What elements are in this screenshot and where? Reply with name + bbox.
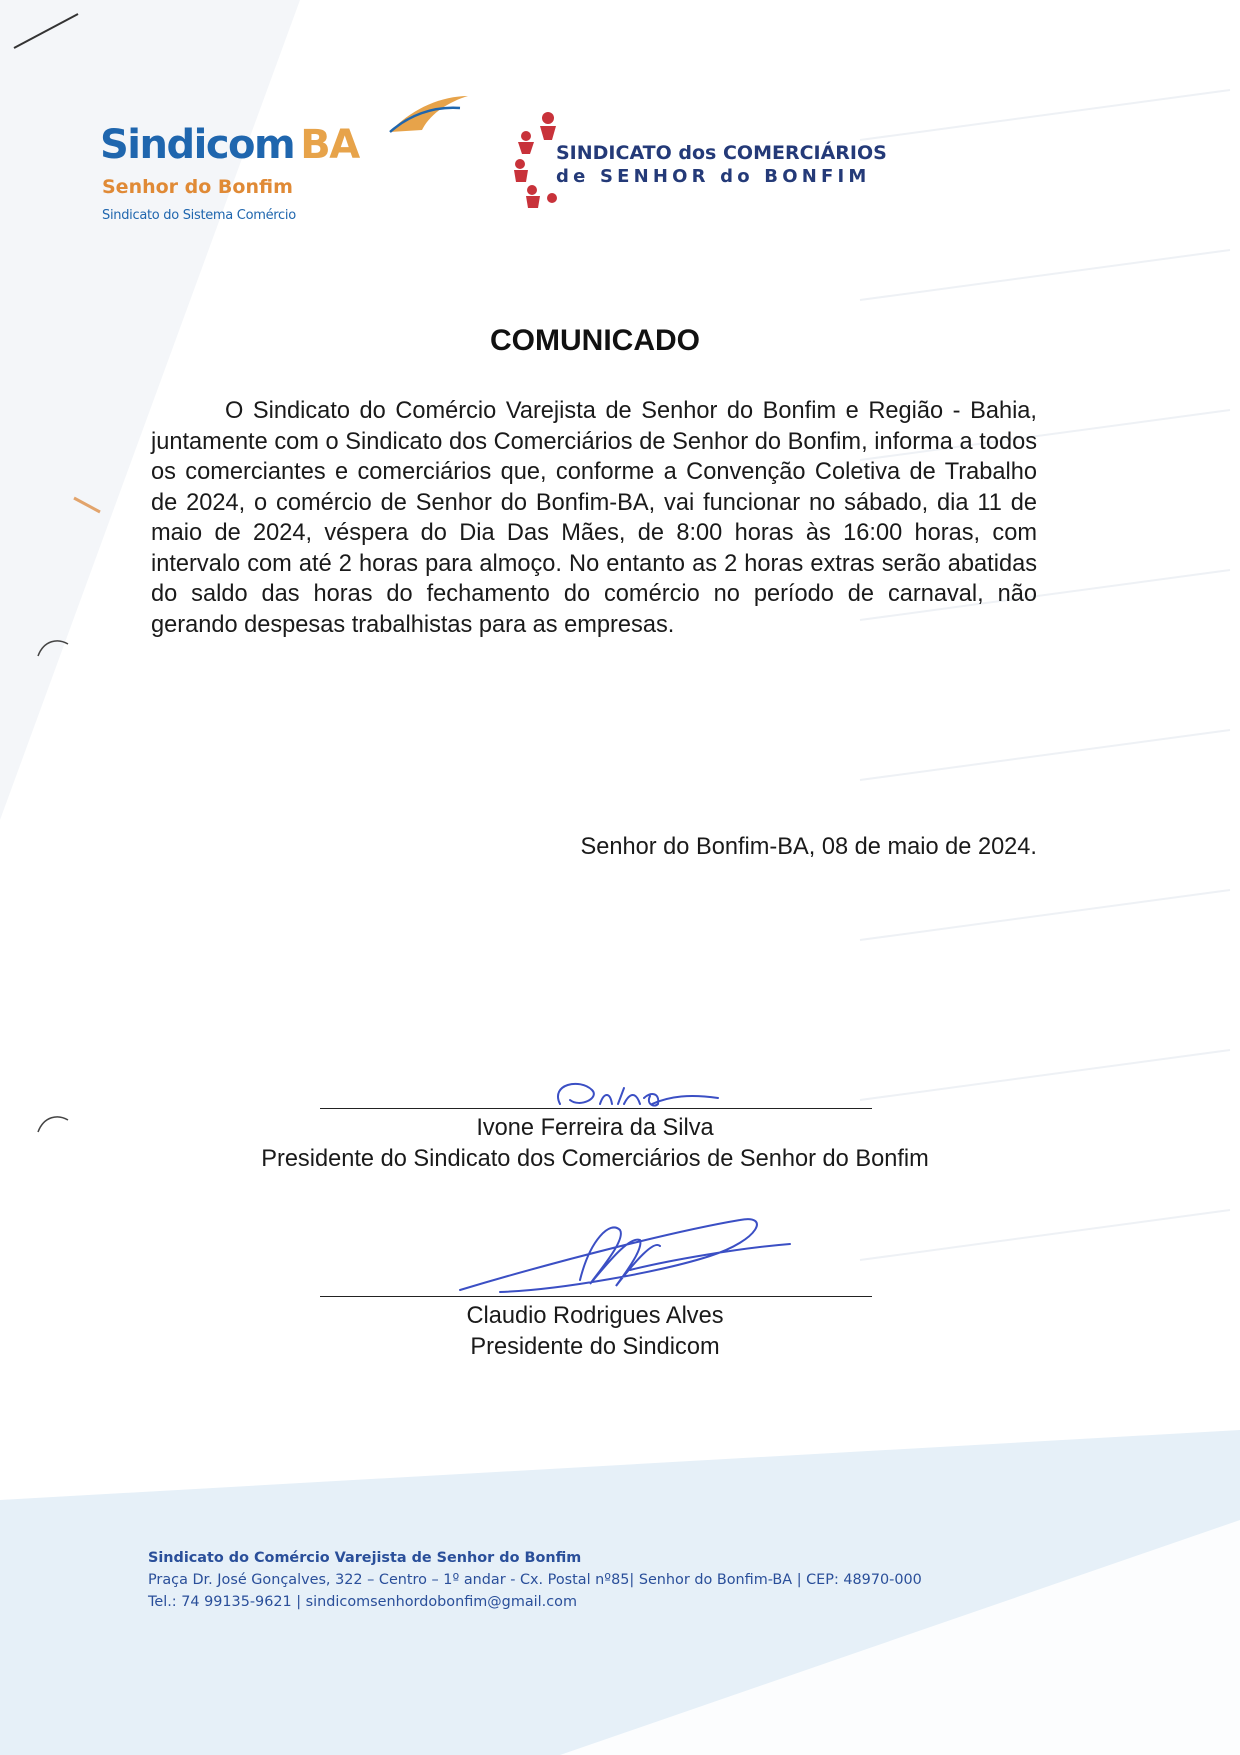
scan-edge-mark-1 bbox=[34, 632, 74, 662]
footer-block bbox=[148, 1547, 1098, 1613]
sindicom-wordmark bbox=[100, 122, 359, 168]
signatory-1-name: Ivone Ferreira da Silva bbox=[476, 1115, 714, 1141]
place-date: Senhor do Bonfim-BA, 08 de maio de 2024. bbox=[580, 834, 1037, 860]
signature-line-2 bbox=[320, 1296, 872, 1297]
signature-line-1 bbox=[320, 1108, 872, 1109]
sindicom-logo bbox=[100, 90, 400, 230]
union-figures-icon bbox=[512, 112, 560, 212]
footer-contact: Tel.: 74 99135-9621 | sindicomsenhordobonfim@gmail.com bbox=[148, 1594, 577, 1610]
signatory-1-role: Presidente do Sindicato dos Comerciários de Senhor do Bonfim bbox=[261, 1146, 929, 1172]
logo-tagline: Sindicato do Sistema Comércio bbox=[102, 208, 296, 223]
scan-edge-mark-3 bbox=[70, 494, 110, 524]
announcement-body: O Sindicato do Comércio Varejista de Senhor do Bonfim e Região - Bahia, juntamente com o Sindicato dos Comerciários de Senhor do Bonfim, informa a todos os comerciantes e comerciários que, conforme a Convenção Coletiva de Trabalho de 2024, o comércio de Senhor do Bonfim-BA, vai funcionar no sábado, dia 11 de maio de 2024, véspera do Dia Das Mães, de 8:00 horas às 16:00 horas, com intervalo com até 2 horas para almoço. No entanto as 2 horas extras serão abatidas do saldo das horas do fechamento do comércio no período de carnaval, não gerando despesas trabalhistas para as empresas. bbox=[151, 398, 1037, 638]
comerciarios-logo bbox=[512, 112, 942, 212]
footer-org-name: Sindicato do Comércio Varejista de Senhor do Bonfim bbox=[148, 1550, 582, 1566]
scan-edge-mark-2 bbox=[34, 1108, 74, 1138]
signature-claudio-icon bbox=[440, 1200, 800, 1310]
logo-city: Senhor do Bonfim bbox=[102, 176, 293, 198]
document-title: COMUNICADO bbox=[490, 324, 700, 357]
scan-pen-mark bbox=[10, 10, 90, 60]
wordmark-suffix: BA bbox=[300, 122, 359, 168]
footer-address: Praça Dr. José Gonçalves, 322 – Centro – 1º andar - Cx. Postal nº85| Senhor do Bonfim-BA | CEP: 48970-000 bbox=[148, 1572, 922, 1588]
wordmark-text: Sindicom bbox=[100, 122, 295, 168]
signatory-2-name: Claudio Rodrigues Alves bbox=[466, 1303, 724, 1329]
union-name-line1: SINDICATO dos COMERCIÁRIOS bbox=[556, 142, 887, 164]
union-name-line2: de SENHOR do BONFIM bbox=[556, 166, 871, 187]
signatory-2-role: Presidente do Sindicom bbox=[470, 1334, 720, 1360]
